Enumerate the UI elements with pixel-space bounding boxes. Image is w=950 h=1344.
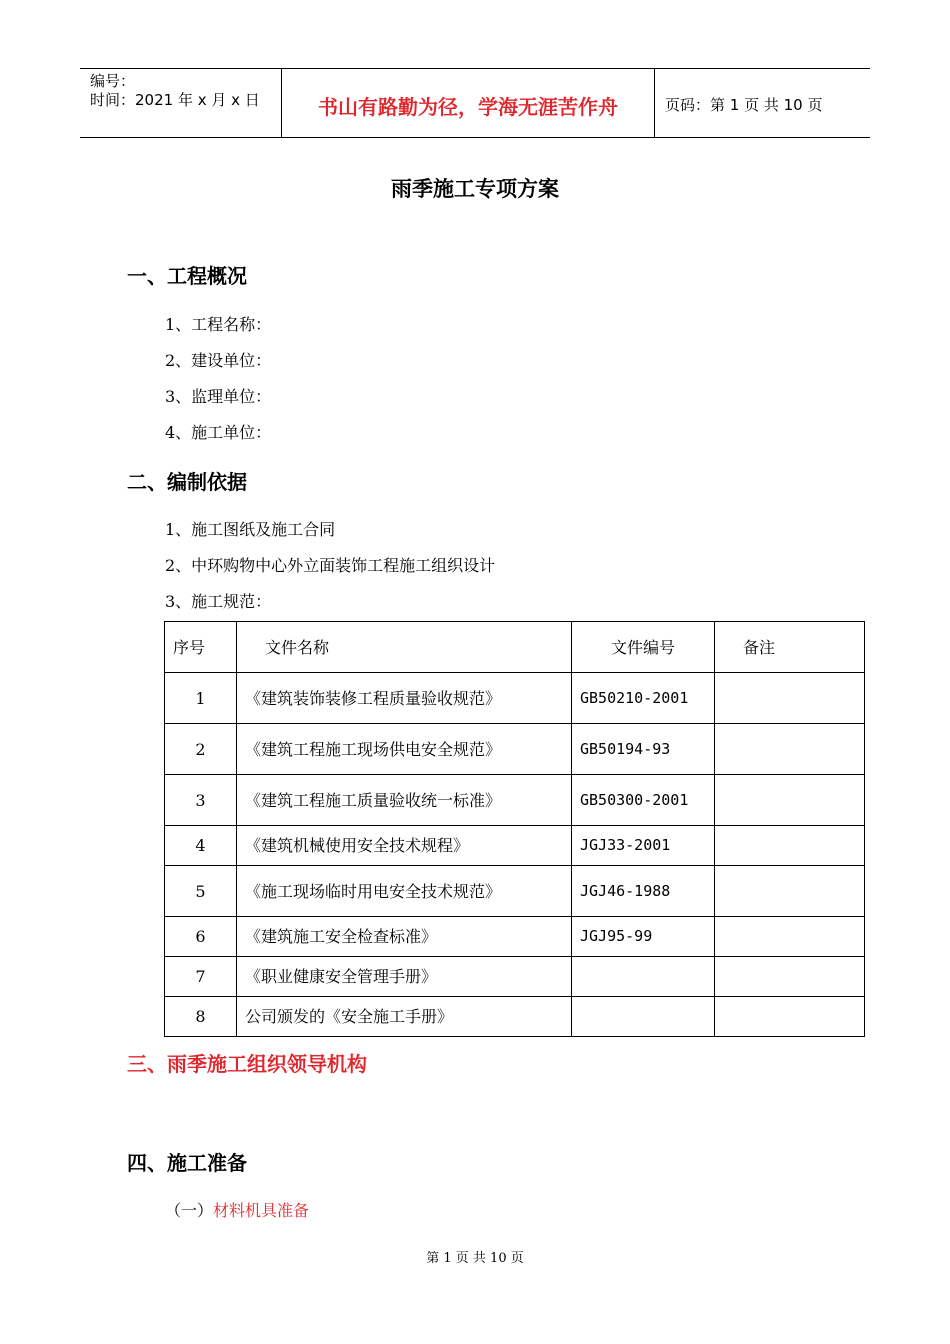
- list-item: 4、施工单位：: [165, 423, 272, 442]
- cell-code: [572, 957, 715, 997]
- table-header-row: [165, 622, 865, 673]
- spec-table: [164, 621, 865, 1037]
- page-header: [80, 68, 870, 138]
- header-meta-cell: [80, 69, 282, 137]
- cell-name: 《建筑机械使用安全技术规程》: [237, 826, 572, 866]
- cell-no: 6: [165, 917, 237, 957]
- cell-note: [715, 826, 865, 866]
- subsection-title: 材料机具准备: [213, 1201, 310, 1220]
- document-title: 雨季施工专项方案: [391, 177, 559, 201]
- header-motto: 书山有路勤为径，学海无涯苦作舟: [318, 95, 618, 119]
- table-row: [165, 957, 865, 997]
- cell-note: [715, 724, 865, 775]
- cell-no: 5: [165, 866, 237, 917]
- doc-number-label: 编号：: [90, 72, 136, 90]
- cell-note: [715, 866, 865, 917]
- table-row: [165, 775, 865, 826]
- subsection-prefix: （一）: [165, 1201, 214, 1220]
- cell-code: JGJ33-2001: [572, 826, 715, 866]
- cell-note: [715, 997, 865, 1037]
- cell-code: GB50194-93: [572, 724, 715, 775]
- cell-code: JGJ95-99: [572, 917, 715, 957]
- table-row: [165, 673, 865, 724]
- cell-name: 公司颁发的《安全施工手册》: [237, 997, 572, 1037]
- cell-no: 2: [165, 724, 237, 775]
- cell-name: 《建筑工程施工质量验收统一标准》: [237, 775, 572, 826]
- list-item: 2、中环购物中心外立面装饰工程施工组织设计: [165, 556, 496, 575]
- cell-note: [715, 957, 865, 997]
- cell-name: 《施工现场临时用电安全技术规范》: [237, 866, 572, 917]
- list-item: 1、施工图纸及施工合同: [165, 520, 336, 539]
- cell-code: JGJ46-1988: [572, 866, 715, 917]
- cell-name: 《职业健康安全管理手册》: [237, 957, 572, 997]
- col-header-note: 备注: [715, 622, 865, 673]
- table-row: [165, 997, 865, 1037]
- cell-code: GB50210-2001: [572, 673, 715, 724]
- cell-note: [715, 775, 865, 826]
- list-item: 1、工程名称：: [165, 315, 272, 334]
- cell-note: [715, 917, 865, 957]
- cell-name: 《建筑装饰装修工程质量验收规范》: [237, 673, 572, 724]
- list-item: 3、监理单位：: [165, 387, 272, 406]
- cell-name: 《建筑施工安全检查标准》: [237, 917, 572, 957]
- doc-time-label: 时间：2021 年 x 月 x 日: [90, 91, 260, 109]
- table-row: [165, 826, 865, 866]
- section-heading-preparation: 四、施工准备: [127, 1151, 247, 1175]
- header-page-cell: [655, 69, 870, 137]
- page-footer: 第 1 页 共 10 页: [426, 1251, 524, 1266]
- list-item: 3、施工规范：: [165, 592, 272, 611]
- section-heading-organization: 三、雨季施工组织领导机构: [127, 1052, 367, 1076]
- subsection-heading: [165, 1198, 309, 1221]
- cell-no: 8: [165, 997, 237, 1037]
- cell-code: [572, 997, 715, 1037]
- cell-code: GB50300-2001: [572, 775, 715, 826]
- list-item: 2、建设单位：: [165, 351, 272, 370]
- col-header-code: 文件编号: [572, 622, 715, 673]
- section-heading-basis: 二、编制依据: [127, 470, 247, 494]
- header-page-info: 页码：第 1 页 共 10 页: [665, 96, 823, 114]
- cell-no: 3: [165, 775, 237, 826]
- table-row: [165, 724, 865, 775]
- section-heading-overview: 一、工程概况: [127, 264, 247, 288]
- cell-name: 《建筑工程施工现场供电安全规范》: [237, 724, 572, 775]
- cell-note: [715, 673, 865, 724]
- cell-no: 1: [165, 673, 237, 724]
- cell-no: 4: [165, 826, 237, 866]
- table-row: [165, 917, 865, 957]
- col-header-no: 序号: [165, 622, 237, 673]
- cell-no: 7: [165, 957, 237, 997]
- col-header-name: 文件名称: [237, 622, 572, 673]
- table-row: [165, 866, 865, 917]
- header-motto-cell: [282, 69, 655, 137]
